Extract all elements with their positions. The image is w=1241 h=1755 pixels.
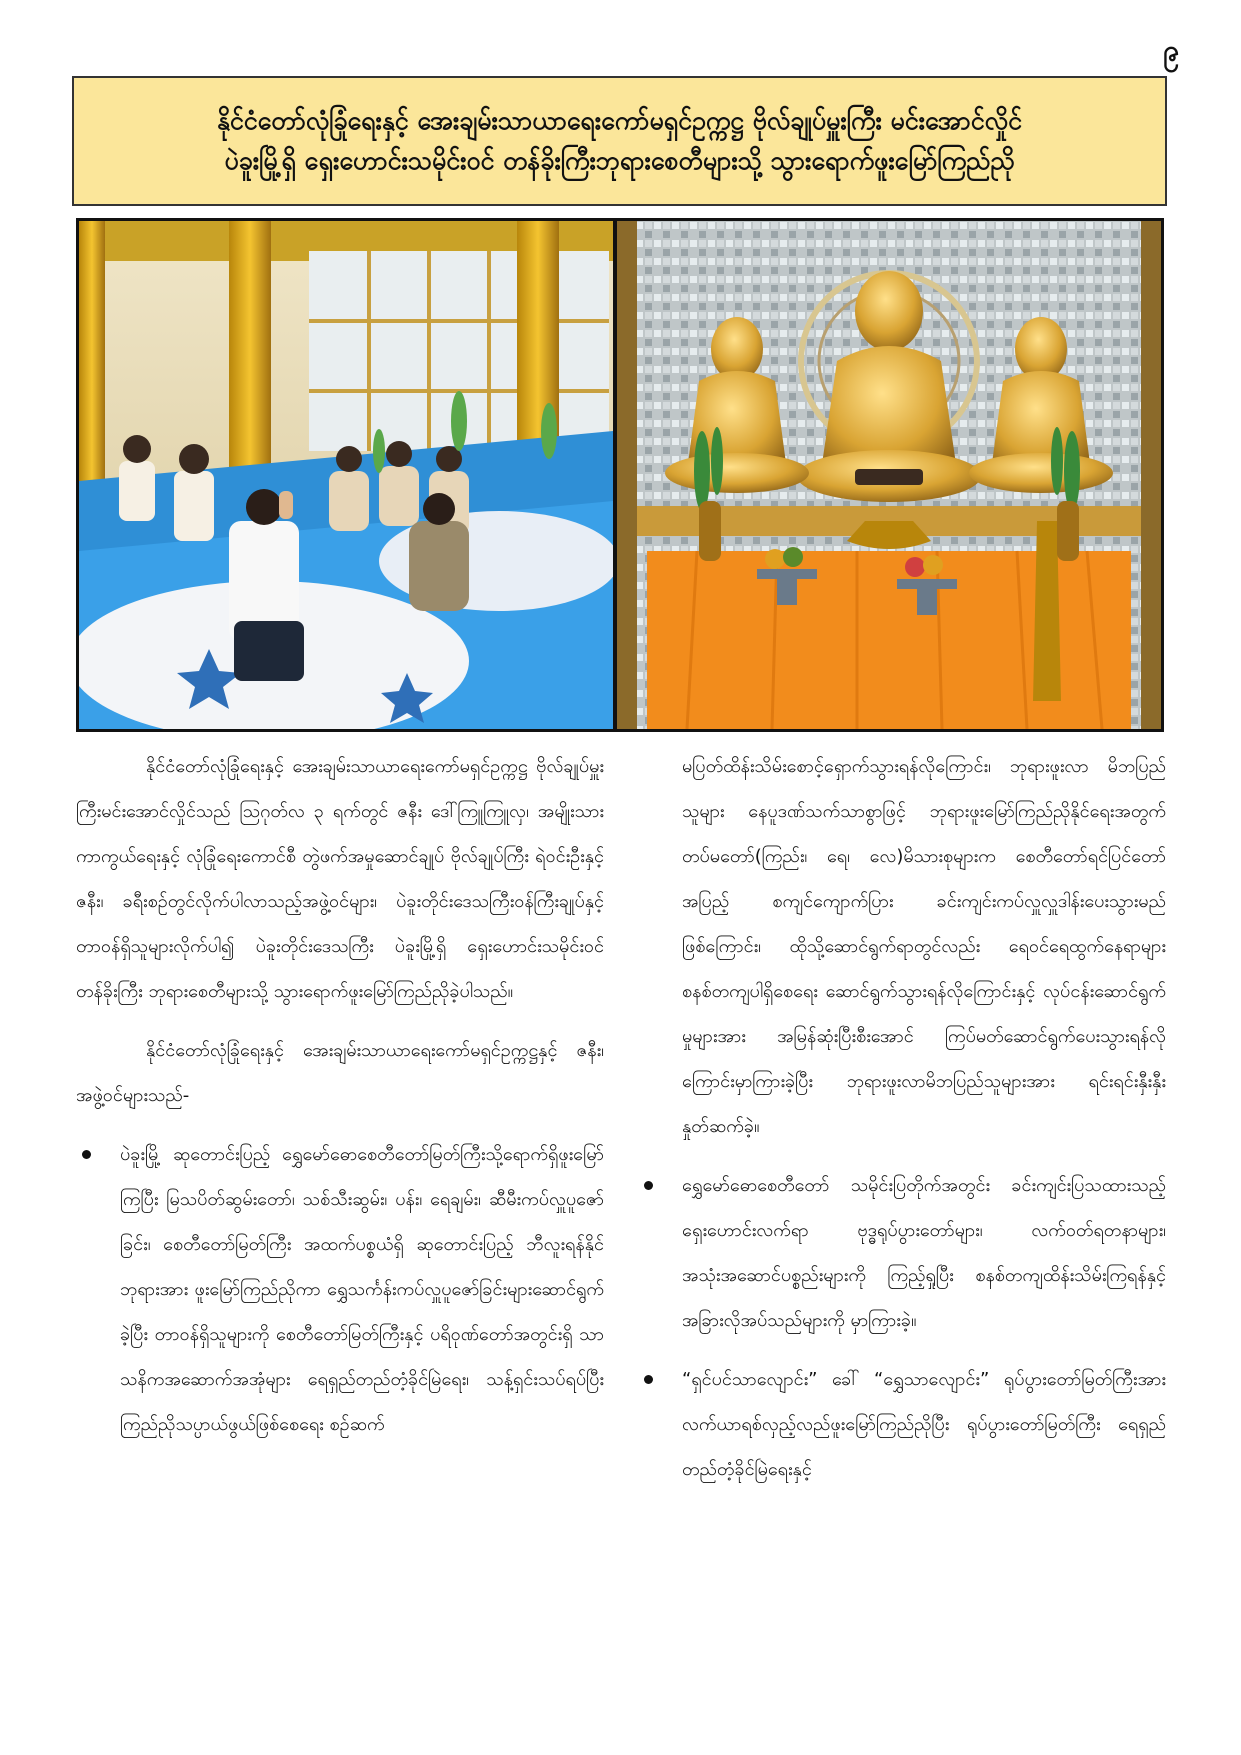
bullet-item: [638, 1163, 1166, 1343]
bullet-dot-icon: [644, 1375, 653, 1384]
bullet-item: [638, 1357, 1166, 1492]
bullet-item: [76, 1132, 604, 1447]
photo-buddha-altar: [617, 221, 1161, 729]
bullet-text: “ရှင်ပင်သာလျောင်း” ခေါ် “ရွှေသာလျောင်း” ရုပ်ပွားတော်မြတ်ကြီးအား လက်ယာရစ်လှည့်လည်ဖူးမြော်ကြည်ညိုပြီး ရုပ်ပွားတော်မြတ်ကြီး ရေရှည်တည်တံ့ခိုင်မြဲရေးနှင့်: [682, 1369, 1166, 1480]
intro-paragraph: နိုင်ငံတော်လုံခြုံရေးနှင့် အေးချမ်းသာယာရေးကော်မရှင်ဥက္ကဋ္ဌ ဗိုလ်ချုပ်မှူးကြီးမင်းအောင်လှိုင်သည် ဩဂုတ်လ ၃ ရက်တွင် ဇနီး ဒေါ်ကြူကြူလှ၊ အမျိုးသားကာကွယ်ရေးနှင့် လုံခြုံရေးကောင်စီ တွဲဖက်အမှုဆောင်ချုပ် ဗိုလ်ချုပ်ကြီး ရဲဝင်းဦးနှင့်ဇနီး၊ ခရီးစဉ်တွင်လိုက်ပါလာသည့်အဖွဲ့ဝင်များ၊ ပဲခူးတိုင်းဒေသကြီးဝန်ကြီးချုပ်နှင့် တာဝန်ရှိသူများလိုက်ပါ၍ ပဲခူးတိုင်းဒေသကြီး ပဲခူးမြို့ရှိ ရှေးဟောင်းသမိုင်းဝင် တန်ခိုးကြီး ဘုရားစေတီများသို့ သွားရောက်ဖူးမြော်ကြည်ညိုခဲ့ပါသည်။: [76, 756, 604, 1002]
right-column: [638, 744, 1166, 1506]
buddha-altar-illustration: [617, 221, 1161, 729]
page-number: ၉: [1163, 34, 1179, 67]
bullet-dot-icon: [82, 1150, 91, 1159]
bullet-text: ရွှေမော်ဓောစေတီတော် သမိုင်းပြတိုက်အတွင်း ခင်းကျင်းပြသထားသည့် ရှေးဟောင်းလက်ရာ ဗုဒ္ဓရုပ်ပွားတော်များ၊ လက်ဝတ်ရတနာများ၊ အသုံးအဆောင်ပစ္စည်းများကို ကြည့်ရှုပြီး စနစ်တကျထိန်းသိမ်းကြရန်နှင့် အခြားလိုအပ်သည်များကို မှာကြားခဲ့။: [682, 1175, 1166, 1331]
worshippers-illustration: [79, 221, 613, 729]
left-column: [76, 744, 604, 1461]
bullet-dot-icon: [644, 1181, 653, 1190]
second-paragraph: နိုင်ငံတော်လုံခြုံရေးနှင့် အေးချမ်းသာယာရေးကော်မရှင်ဥက္ကဋ္ဌနှင့် ဇနီး၊ အဖွဲ့ဝင်များသည်-: [76, 1040, 604, 1106]
headline-box: [72, 76, 1167, 206]
headline-line-1: နိုင်ငံတော်လုံခြုံရေးနှင့် အေးချမ်းသာယာရေးကော်မရှင်ဥက္ကဋ္ဌ ဗိုလ်ချုပ်မှူးကြီး မင်းအောင်လှိုင်: [217, 106, 1022, 135]
headline-line-2: ပဲခူးမြို့ရှိ ရှေးဟောင်းသမိုင်းဝင် တန်ခိုးကြီးဘုရားစေတီများသို့ သွားရောက်ဖူးမြော်ကြည်ညို: [224, 146, 1015, 175]
bullet-text: ပဲခူးမြို့ ဆုတောင်းပြည့် ရွှေမော်ဓောစေတီတော်မြတ်ကြီးသို့ရောက်ရှိဖူးမြော်ကြပြီး မြသပိတ်ဆွမ်းတော်၊ သစ်သီးဆွမ်း၊ ပန်း၊ ရေချမ်း၊ ဆီမီးကပ်လှူပူဇော်ခြင်း၊ စေတီတော်မြတ်ကြီး အထက်ပစ္စယံရှိ ဆုတောင်းပြည့် ဘီလူးရန်နိုင်ဘုရားအား ဖူးမြော်ကြည်ညိုကာ ရွှေသင်္ကန်းကပ်လှူပူဇော်ခြင်းများဆောင်ရွက်ခဲ့ပြီး တာဝန်ရှိသူများကို စေတီတော်မြတ်ကြီးနှင့် ပရိဝုဏ်တော်အတွင်းရှိ သာသနိကအဆောက်အအုံများ ရေရှည်တည်တံ့ခိုင်မြဲရေး၊ သန့်ရှင်းသပ်ရပ်ပြီး ကြည်ညိုသပ္ပာယ်ဖွယ်ဖြစ်စေရေး စဉ်ဆက်: [120, 1144, 604, 1435]
photo-strip: [76, 218, 1164, 732]
photo-worshippers: [79, 221, 613, 729]
continued-paragraph: မပြတ်ထိန်းသိမ်းစောင့်ရှောက်သွားရန်လိုကြောင်း၊ ဘုရားဖူးလာ မိဘပြည်သူများ နေပူဒဏ်သက်သာစွာဖြင့် ဘုရားဖူးမြော်ကြည်ညိုနိုင်ရေးအတွက် တပ်မတော်(ကြည်း၊ ရေ၊ လေ)မိသားစုများက စေတီတော်ရင်ပြင်တော်အပြည့် စကျင်ကျောက်ပြား ခင်းကျင်းကပ်လှူလှူဒါန်းပေးသွားမည်ဖြစ်ကြောင်း၊ ထိုသို့ဆောင်ရွက်ရာတွင်လည်း ရေဝင်ရေထွက်နေရာများ စနစ်တကျပါရှိစေရေး ဆောင်ရွက်သွားရန်လိုကြောင်းနှင့် လုပ်ငန်းဆောင်ရွက်မှုများအား အမြန်ဆုံးပြီးစီးအောင် ကြပ်မတ်ဆောင်ရွက်ပေးသွားရန်လိုကြောင်းမှာကြားခဲ့ပြီး ဘုရားဖူးလာမိဘပြည်သူများအား ရင်းရင်းနှီးနှီးနှုတ်ဆက်ခဲ့။: [682, 756, 1166, 1137]
left-bullet-list: [76, 1132, 604, 1447]
right-bullet-list: [638, 1163, 1166, 1492]
